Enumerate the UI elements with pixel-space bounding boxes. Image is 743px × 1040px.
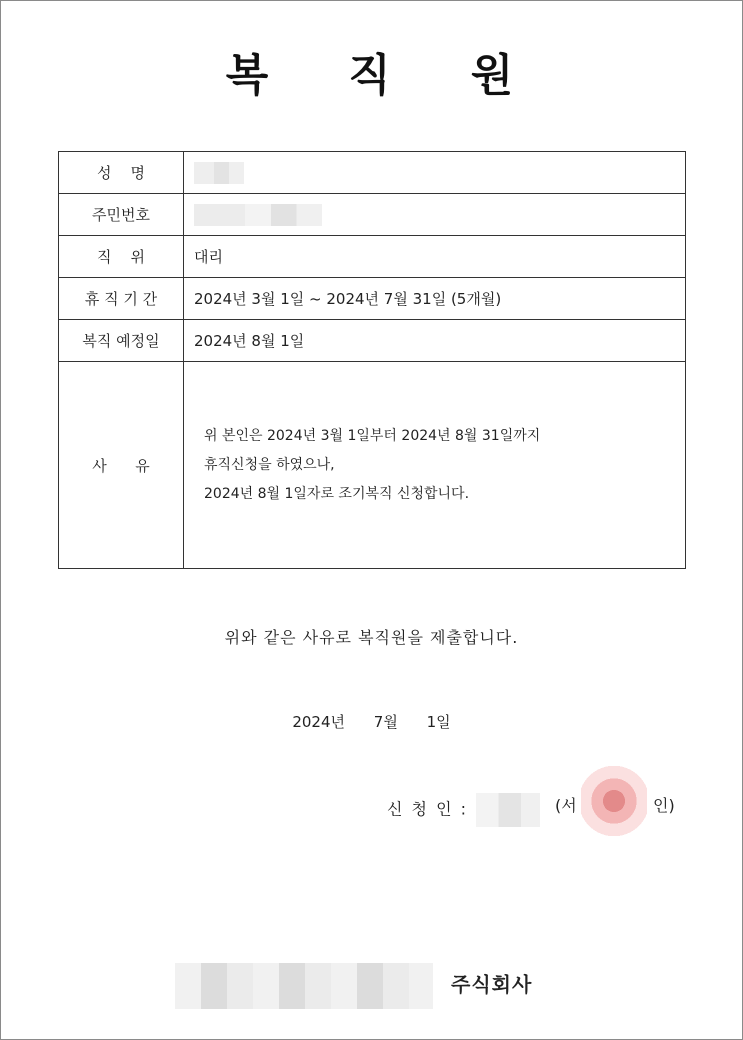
- title-char-2: 직: [348, 50, 395, 101]
- submission-date: [1, 711, 742, 732]
- seal-stamp-icon: [581, 763, 647, 839]
- value-return-date: 2024년 8월 1일: [184, 320, 686, 362]
- date-day: 1일: [426, 713, 451, 731]
- seal-open: (서: [555, 796, 577, 815]
- reason-line-3: 2024년 8월 1일자로 조기복직 신청합니다.: [204, 485, 470, 502]
- label-reason: 사 유: [59, 362, 184, 569]
- seal-close: 인): [653, 796, 675, 815]
- label-return-date: 복직 예정일: [59, 320, 184, 362]
- applicant-label: 신 청 인 :: [387, 799, 469, 819]
- company-suffix: 주식회사: [451, 972, 533, 997]
- redacted-applicant-name: [476, 793, 540, 827]
- label-leave-period: 휴 직 기 간: [59, 278, 184, 320]
- title-char-1: 복: [225, 50, 273, 101]
- redacted-ssn: [194, 204, 322, 226]
- submit-statement: 위와 같은 사유로 복직원을 제출합니다.: [224, 628, 519, 647]
- row-name: [59, 152, 686, 194]
- return-form-table: [58, 151, 686, 569]
- row-leave-period: [59, 278, 686, 320]
- label-name: 성 명: [59, 152, 184, 194]
- date-month: 7월: [373, 713, 398, 731]
- row-return-date: [59, 320, 686, 362]
- redacted-company-name: [175, 963, 433, 1009]
- value-reason: [184, 362, 686, 569]
- label-position: 직 위: [59, 236, 184, 278]
- value-name: [184, 152, 686, 194]
- row-reason: [59, 362, 686, 569]
- applicant-line: [387, 793, 548, 827]
- reason-line-2: 휴직신청을 하였으나,: [204, 456, 335, 473]
- value-ssn: [184, 194, 686, 236]
- value-position: 대리: [184, 236, 686, 278]
- date-year: 2024년: [292, 713, 345, 731]
- row-ssn: [59, 194, 686, 236]
- reason-line-1: 위 본인은 2024년 3월 1일부터 2024년 8월 31일까지: [204, 427, 541, 444]
- title-char-3: 원: [470, 50, 518, 101]
- value-leave-period: 2024년 3월 1일 ~ 2024년 7월 31일 (5개월): [184, 278, 686, 320]
- document-title: [1, 39, 742, 103]
- reason-text: [194, 422, 675, 509]
- company-line: [175, 963, 532, 1009]
- label-ssn: 주민번호: [59, 194, 184, 236]
- redacted-name: [194, 162, 244, 184]
- row-position: [59, 236, 686, 278]
